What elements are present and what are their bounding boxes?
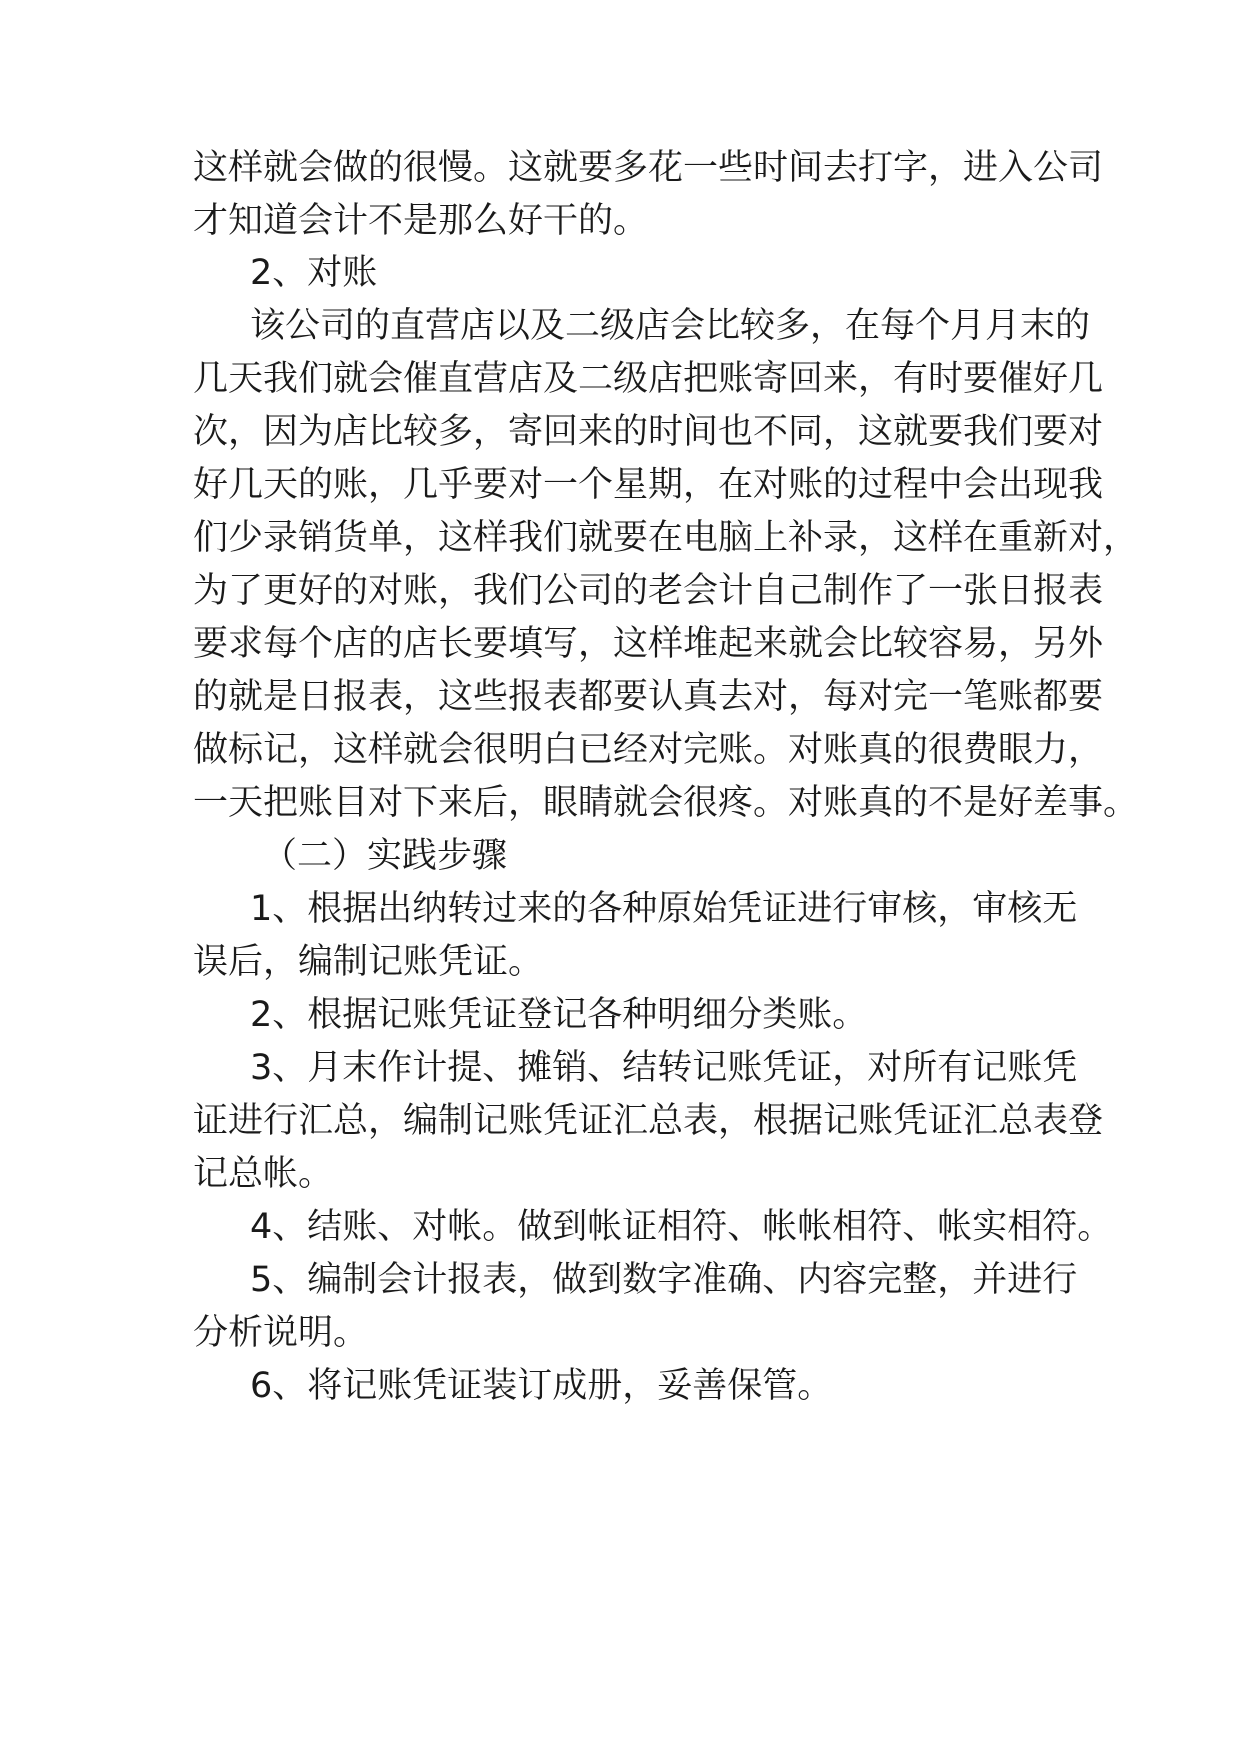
- section-heading: 2、对账: [250, 253, 378, 293]
- paragraph-line: 3、月末作计提、摊销、结转记账凭证，对所有记账凭: [250, 1048, 1078, 1088]
- paragraph-line: 证进行汇总，编制记账凭证汇总表，根据记账凭证汇总表登: [193, 1101, 1104, 1141]
- paragraph-line: 好几天的账，几乎要对一个星期，在对账的过程中会出现我: [193, 465, 1104, 505]
- paragraph-line: 该公司的直营店以及二级店会比较多，在每个月月末的: [250, 306, 1091, 346]
- paragraph-line: 5、编制会计报表，做到数字准确、内容完整，并进行: [250, 1260, 1078, 1300]
- paragraph-line: 几天我们就会催直营店及二级店把账寄回来，有时要催好几: [193, 359, 1104, 399]
- paragraph-line: 次，因为店比较多，寄回来的时间也不同，这就要我们要对: [193, 412, 1104, 452]
- paragraph-line: 才知道会计不是那么好干的。: [193, 201, 649, 241]
- paragraph-line: 的就是日报表，这些报表都要认真去对，每对完一笔账都要: [193, 677, 1104, 717]
- paragraph-line: 分析说明。: [193, 1313, 369, 1353]
- paragraph-line: 2、根据记账凭证登记各种明细分类账。: [250, 995, 868, 1035]
- paragraph-line: 做标记，这样就会很明白已经对完账。对账真的很费眼力，: [193, 730, 1104, 770]
- paragraph-line: 为了更好的对账，我们公司的老会计自己制作了一张日报表: [193, 571, 1104, 611]
- paragraph-line: 4、结账、对帐。做到帐证相符、帐帐相符、帐实相符。: [250, 1207, 1113, 1247]
- paragraph-line: 1、根据出纳转过来的各种原始凭证进行审核，审核无: [250, 889, 1078, 929]
- paragraph-line: 6、将记账凭证装订成册，妥善保管。: [250, 1366, 833, 1406]
- paragraph-line: 这样就会做的很慢。这就要多花一些时间去打字，进入公司: [193, 148, 1104, 188]
- section-heading: （二）实践步骤: [262, 836, 508, 876]
- paragraph-line: 要求每个店的店长要填写，这样堆起来就会比较容易，另外: [193, 624, 1104, 664]
- paragraph-line: 一天把账目对下来后，眼睛就会很疼。对账真的不是好差事。: [193, 783, 1139, 823]
- paragraph-line: 们少录销货单，这样我们就要在电脑上补录，这样在重新对，: [193, 518, 1139, 558]
- paragraph-line: 误后，编制记账凭证。: [193, 942, 544, 982]
- paragraph-line: 记总帐。: [193, 1154, 334, 1194]
